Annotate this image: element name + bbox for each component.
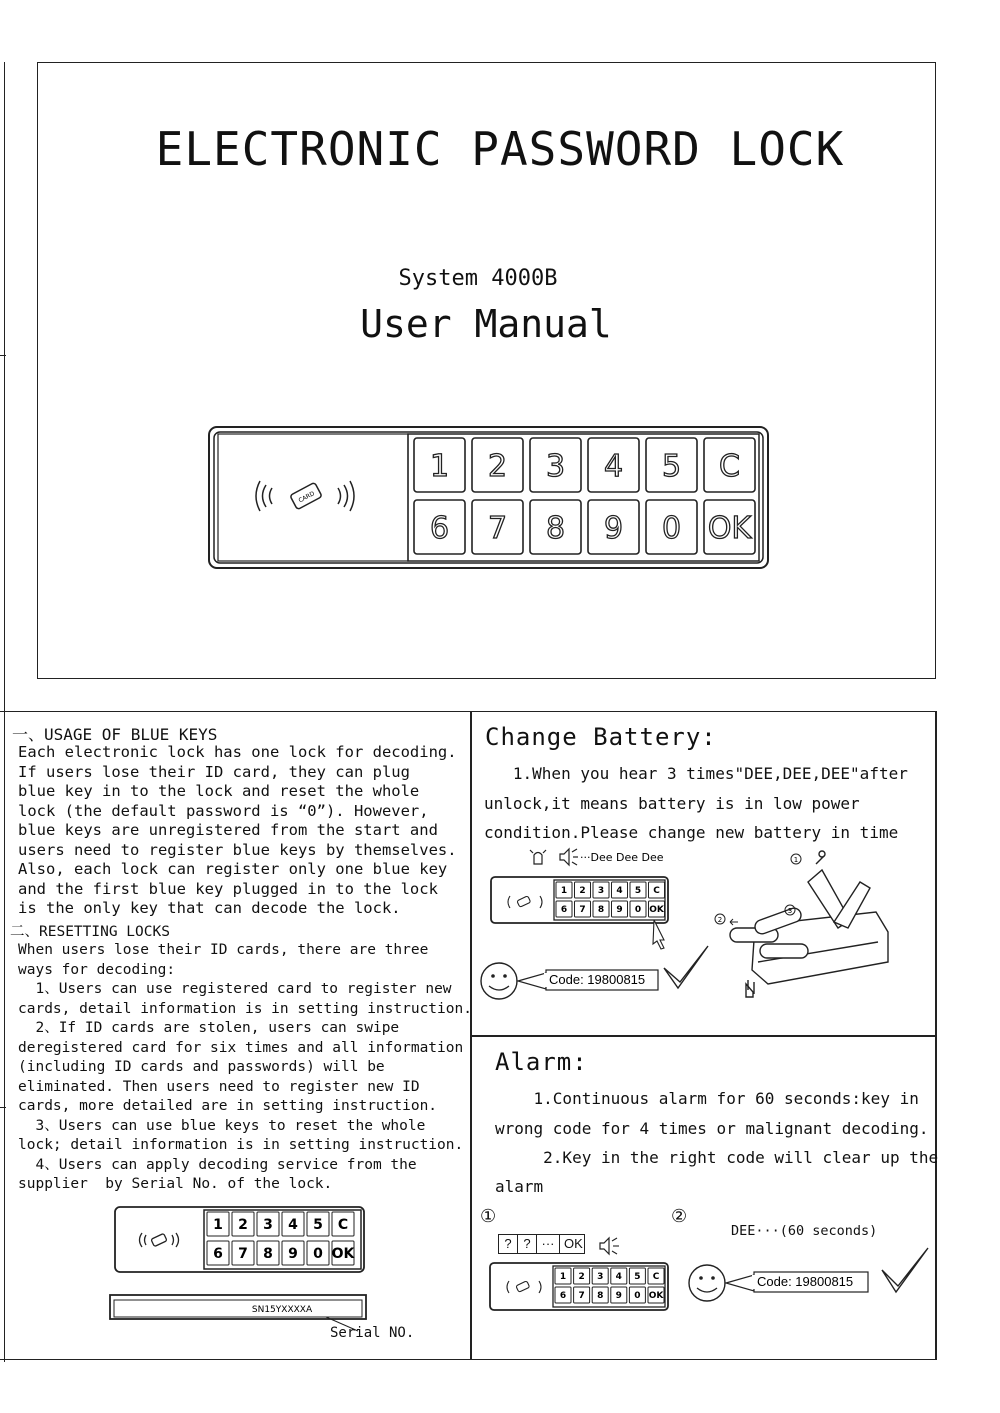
keypad-key-label: 2: [579, 886, 586, 897]
keypad-key-label: 6: [213, 1246, 223, 1263]
keypad-key-label: 9: [288, 1246, 298, 1263]
text-line: When users lose their ID cards, there are three: [18, 942, 429, 958]
keypad-key-label: 5: [313, 1217, 323, 1234]
keypad-key-label: 6: [559, 1291, 567, 1302]
speaker-icon: [560, 849, 578, 865]
serial-plate-text: SN15YXXXXA: [251, 1305, 313, 1315]
speaker-icon: [598, 1236, 622, 1256]
step-marker-2: ②: [671, 1206, 688, 1227]
code-entry-boxes: [498, 1234, 585, 1254]
lock-body-battery-drawing: [730, 851, 888, 997]
keypad-key-label: 9: [616, 905, 623, 916]
step-marker: 2: [717, 916, 723, 924]
keypad-key-label: 3: [263, 1217, 273, 1234]
alarm-body: [495, 1084, 938, 1200]
keypad-key-label: 1: [559, 1272, 567, 1283]
keypad-key-label: 6: [560, 905, 568, 916]
section2-body: [18, 941, 472, 1195]
text-line: lock; detail information is in setting instruction.: [18, 1137, 464, 1153]
serial-label: Serial NO.: [330, 1325, 415, 1341]
text-line: blue keys are unregistered from the start and: [18, 821, 438, 839]
text-line: eliminated. Then users need to register new ID: [18, 1078, 420, 1095]
keypad-key-label: 4: [288, 1217, 298, 1234]
keypad-key-label: 8: [545, 510, 566, 546]
card-icon: [151, 1233, 167, 1246]
system-model: System 4000B: [398, 266, 558, 291]
keypad-key-label: 7: [578, 1291, 585, 1302]
alarm-lamp-icon: [530, 850, 546, 864]
step-marker: 1: [793, 856, 799, 864]
section1-heading: 一、USAGE OF BLUE KEYS: [12, 725, 218, 744]
keypad-key-label: 4: [603, 448, 624, 484]
keypad-key-label: 2: [578, 1272, 585, 1283]
row-divider: [470, 1035, 936, 1037]
text-line: alarm: [495, 1176, 544, 1196]
section-bottom-rule: [0, 1359, 936, 1360]
keypad-key-label: 7: [579, 905, 586, 916]
text-line: condition.Please change new battery in time: [484, 823, 899, 842]
keypad-key-label: 9: [603, 510, 624, 546]
keypad-key-label: 3: [597, 1272, 604, 1283]
entry-box: ?: [518, 1234, 537, 1254]
keypad-key-label: 8: [597, 1291, 604, 1302]
left-margin-line: [4, 62, 5, 1362]
checkmark-icon: [664, 946, 708, 988]
text-line: Each electronic lock has one lock for decoding.: [18, 743, 457, 761]
smiley-icon: [689, 1265, 725, 1301]
keypad-key-label: 4: [616, 886, 623, 897]
keypad-key-label: 1: [213, 1217, 223, 1234]
entry-box: OK: [560, 1234, 585, 1254]
battery-heading: Change Battery:: [485, 723, 717, 751]
keypad-key-label: 5: [661, 448, 682, 484]
keypad-key-label: OK: [649, 905, 664, 916]
card-icon: [517, 896, 531, 907]
keypad-key-label: OK: [331, 1246, 355, 1263]
keypad-key-label: 3: [545, 448, 566, 484]
text-line: If users lose their ID card, they can plug: [18, 762, 410, 781]
keypad-key-label: C: [653, 886, 660, 897]
battery-illustration: [478, 842, 930, 1032]
text-line: 3、Users can use blue keys to reset the whole: [18, 1117, 426, 1134]
text-line: cards, detail information is in setting instruction.: [18, 1000, 472, 1017]
keypad-key-label: C: [337, 1217, 349, 1234]
text-line: 4、Users can apply decoding service from the: [18, 1156, 417, 1173]
keypad-key-label: C: [719, 448, 740, 484]
text-line: Also, each lock can register only one blue key: [18, 860, 448, 878]
text-line: and the first blue key plugged in to the lock: [18, 879, 438, 898]
keypad-key-label: 0: [634, 1291, 641, 1302]
dee-sound-text: ···Dee Dee Dee: [580, 851, 664, 864]
text-line: (including ID cards and passwords) will be: [18, 1059, 385, 1075]
keypad-key-label: C: [652, 1272, 660, 1283]
card-icon: [516, 1281, 530, 1292]
text-line: cards, more detailed are in setting instruction.: [18, 1098, 438, 1114]
code-label: Code: 19800815: [757, 1274, 854, 1289]
alarm-duration-text: DEE···(60 seconds): [731, 1223, 878, 1239]
checkmark-icon: [882, 1248, 928, 1292]
keypad-key-label: 5: [634, 1272, 641, 1283]
rfid-waves-icon: [508, 896, 542, 908]
keypad-key-label: 3: [597, 886, 605, 897]
svg-text:CARD: CARD: [297, 490, 316, 505]
card-icon: [290, 482, 322, 509]
text-line: supplier by Serial No. of the lock.: [18, 1176, 333, 1192]
keypad-key-label: OK: [707, 510, 752, 546]
step-marker-1: ①: [480, 1206, 497, 1227]
text-line: 2、If ID cards are stolen, users can swipe: [18, 1020, 400, 1036]
keypad-key-label: 4: [615, 1272, 622, 1283]
text-line: ways for decoding:: [18, 961, 176, 978]
text-line: 1、Users can use registered card to register new: [18, 981, 452, 997]
lock-keypad-illustration: [208, 426, 770, 570]
manual-title: User Manual: [360, 302, 612, 346]
battery-body: [484, 759, 908, 848]
keypad-key-label: 1: [429, 448, 450, 484]
text-line: is the only key that can decode the lock.: [18, 899, 401, 917]
text-line: 1.Continuous alarm for 60 seconds:key in: [495, 1089, 919, 1108]
keypad-key-label: 0: [313, 1246, 323, 1263]
text-line: users need to register blue keys by themselves.: [18, 840, 457, 859]
section2-heading: 二、RESETTING LOCKS: [10, 924, 170, 940]
keypad-small-illustration: [114, 1206, 366, 1274]
keypad-key-label: 2: [238, 1217, 248, 1234]
keypad-key-label: 1: [560, 886, 568, 897]
text-line: lock (the default password is “0”). However,: [18, 801, 429, 820]
text-line: unlock,it means battery is in low power: [484, 793, 860, 813]
alarm-heading: Alarm:: [495, 1048, 588, 1076]
keypad-key-label: 7: [487, 510, 508, 546]
step-marker: 3: [787, 907, 793, 915]
text-line: wrong code for 4 times or malignant decoding.: [495, 1118, 929, 1138]
margin-tick: [0, 1107, 6, 1108]
keypad-key-label: 9: [615, 1291, 622, 1302]
page-title: ELECTRONIC PASSWORD LOCK: [155, 122, 845, 176]
keypad-key-label: 5: [634, 886, 642, 897]
keypad-key-label: 6: [429, 510, 450, 546]
code-label: Code: 19800815: [549, 972, 646, 987]
pointer-icon: [653, 920, 664, 949]
keypad-key-label: 0: [661, 510, 682, 546]
keypad-small-illustration: [489, 1262, 671, 1312]
text-line: 1.When you hear 3 times"DEE,DEE,DEE"after: [484, 764, 908, 783]
text-line: deregistered card for six times and all information: [18, 1039, 464, 1056]
keypad-key-label: OK: [648, 1291, 664, 1302]
entry-box: ···: [537, 1234, 560, 1254]
keypad-key-label: 7: [238, 1246, 248, 1263]
rfid-waves-icon: [507, 1281, 541, 1293]
text-line: 2.Key in the right code will clear up the: [495, 1148, 939, 1167]
keypad-key-label: 2: [487, 448, 508, 484]
text-line: blue key in to the lock and reset the whole: [18, 782, 420, 800]
keypad-key-label: 8: [263, 1246, 273, 1263]
smiley-icon: [481, 963, 517, 999]
entry-box: ?: [498, 1234, 518, 1254]
section1-body: [18, 743, 457, 919]
section-top-rule: [0, 711, 936, 712]
keypad-key-label: 8: [597, 905, 605, 916]
alarm-success-illustration: [686, 1244, 936, 1310]
keypad-key-label: 0: [634, 905, 642, 916]
margin-tick: [0, 355, 6, 356]
